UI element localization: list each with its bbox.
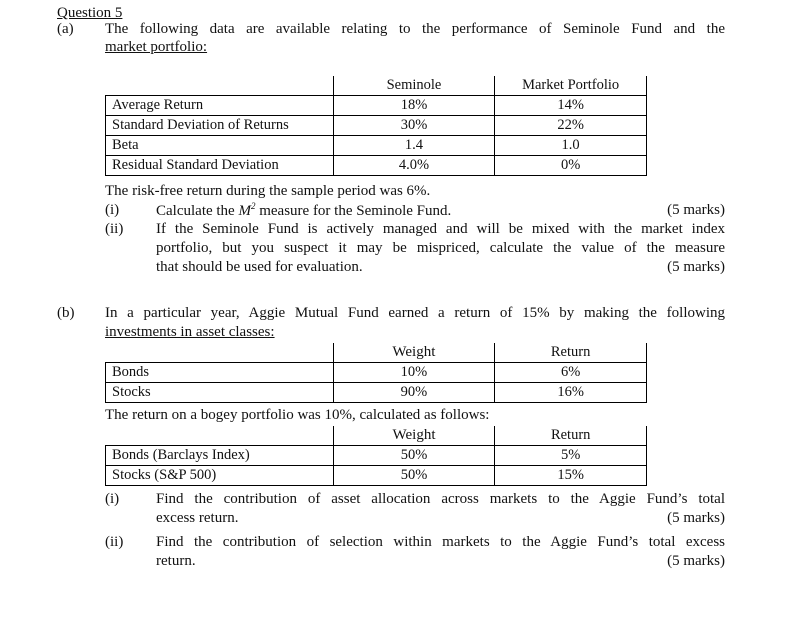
table-cell: Stocks (S&P 500) xyxy=(106,466,334,486)
table-header-cell xyxy=(106,76,334,96)
table-cell: Beta xyxy=(106,136,334,156)
risk-free-text: The risk-free return during the sample period was 6%. xyxy=(105,183,431,199)
question-title: Question 5 xyxy=(57,5,123,21)
table-cell: 1.4 xyxy=(333,136,494,156)
part-a-item-ii-label: (ii) xyxy=(105,221,124,237)
part-b-intro-line2: investments in asset classes: xyxy=(105,324,275,340)
part-a-intro-line1: The following data are available relating to the performance of Seminole Fund and the xyxy=(105,21,725,37)
table-cell: Bonds xyxy=(106,363,334,383)
part-b-item-ii-label: (ii) xyxy=(105,534,124,550)
table-cell: 16% xyxy=(495,383,647,403)
part-b-intro-line1: In a particular year, Aggie Mutual Fund earned a return of 15% by making the following xyxy=(105,305,725,321)
table-row xyxy=(106,136,647,156)
table-cell: Standard Deviation of Returns xyxy=(106,116,334,136)
table-header-cell: Weight xyxy=(333,343,495,363)
table-cell: 30% xyxy=(333,116,494,136)
table-header-cell: Market Portfolio xyxy=(495,76,647,96)
part-a-intro-line2: market portfolio: xyxy=(105,39,208,55)
part-a-item-i-label: (i) xyxy=(105,202,120,218)
m2-measure: $M^2$ xyxy=(238,201,256,219)
table-header-cell: Weight xyxy=(333,426,495,446)
table-cell: 15% xyxy=(495,466,647,486)
table-row xyxy=(106,116,647,136)
table-row xyxy=(106,466,647,486)
table-header-cell xyxy=(106,343,334,363)
table-header-cell xyxy=(106,426,334,446)
table-row xyxy=(106,96,647,116)
table-header-cell: Return xyxy=(495,426,647,446)
table-cell: 50% xyxy=(333,466,495,486)
part-a-item-ii-line1: If the Seminole Fund is actively managed and will be mixed with the market index xyxy=(156,221,725,237)
part-b-item-ii-line1: Find the contribution of selection within markets to the Aggie Fund’s total excess xyxy=(156,534,725,550)
part-a-item-i-text: Calculate the $M^2$ measure for the Seminole Fund. xyxy=(156,201,452,219)
table-cell: 18% xyxy=(333,96,494,116)
part-b-item-i-marks: (5 marks) xyxy=(667,510,725,526)
part-b-item-ii-line2: return. xyxy=(156,553,196,569)
table-row xyxy=(106,446,647,466)
table-cell: 90% xyxy=(333,383,495,403)
bogey-text: The return on a bogey portfolio was 10%, calculated as follows: xyxy=(105,407,490,423)
table-header-row xyxy=(106,76,647,96)
table-header-cell: Seminole xyxy=(333,76,494,96)
table-cell: Bonds (Barclays Index) xyxy=(106,446,334,466)
part-b-item-ii-marks: (5 marks) xyxy=(667,553,725,569)
part-a-item-ii-line2: portfolio, but you suspect it may be mispriced, calculate the value of the measure xyxy=(156,240,725,256)
part-b-item-i-line1: Find the contribution of asset allocation across markets to the Aggie Fund’s total xyxy=(156,491,725,507)
seminole-table xyxy=(105,76,647,176)
table-row xyxy=(106,363,647,383)
table-cell: 50% xyxy=(333,446,495,466)
part-b-item-i-line2: excess return. xyxy=(156,510,239,526)
table-cell: 0% xyxy=(495,156,647,176)
table-cell: 6% xyxy=(495,363,647,383)
table-row xyxy=(106,383,647,403)
table-cell: 1.0 xyxy=(495,136,647,156)
part-a-item-ii-marks: (5 marks) xyxy=(667,259,725,275)
part-b-label: (b) xyxy=(57,305,75,321)
bogey-table xyxy=(105,426,647,486)
table-cell: 10% xyxy=(333,363,495,383)
table-row xyxy=(106,156,647,176)
part-a-item-i-marks: (5 marks) xyxy=(667,202,725,218)
table-cell: Stocks xyxy=(106,383,334,403)
table-cell: 22% xyxy=(495,116,647,136)
table-header-row xyxy=(106,426,647,446)
aggie-table xyxy=(105,343,647,403)
table-cell: Residual Standard Deviation xyxy=(106,156,334,176)
part-a-label: (a) xyxy=(57,21,74,37)
table-cell: 4.0% xyxy=(333,156,494,176)
table-header-row xyxy=(106,343,647,363)
table-header-cell: Return xyxy=(495,343,647,363)
part-b-item-i-label: (i) xyxy=(105,491,120,507)
table-cell: Average Return xyxy=(106,96,334,116)
table-cell: 14% xyxy=(495,96,647,116)
part-a-item-ii-line3: that should be used for evaluation. xyxy=(156,259,363,275)
table-cell: 5% xyxy=(495,446,647,466)
